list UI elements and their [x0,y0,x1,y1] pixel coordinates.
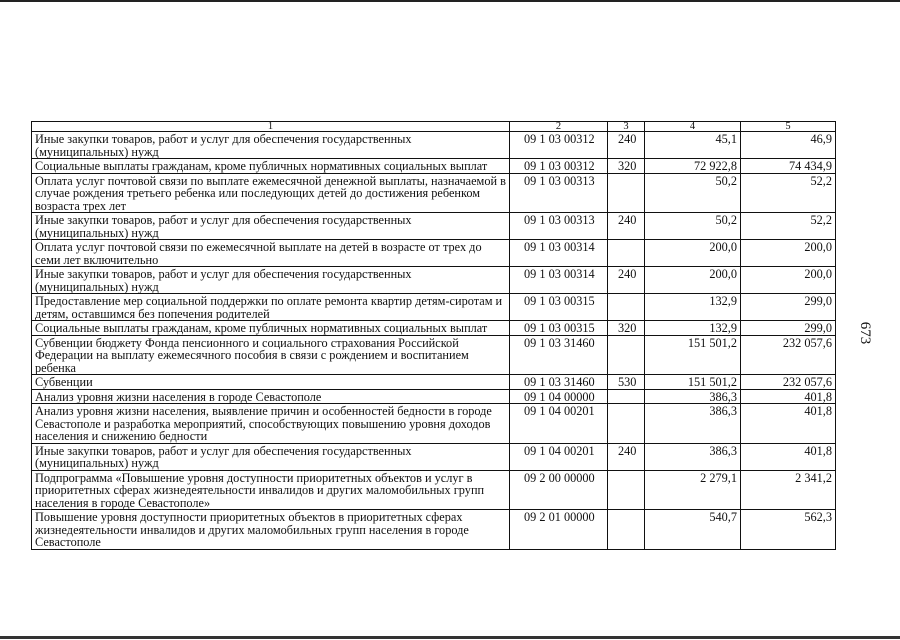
row-value-col5: 46,9 [741,132,836,159]
row-name: Иные закупки товаров, работ и услуг для обеспечения государственных (муниципальных) нужд [32,132,510,159]
row-name: Анализ уровня жизни населения в городе Севастополе [32,389,510,404]
row-value-col5: 52,2 [741,213,836,240]
row-code: 09 1 03 31460 [510,375,608,390]
row-value-col5: 52,2 [741,173,836,213]
row-value-col4: 540,7 [645,510,741,550]
row-name: Социальные выплаты гражданам, кроме публичных нормативных социальных выплат [32,159,510,174]
row-value-col5: 401,8 [741,443,836,470]
header-col-1: 1 [32,122,510,132]
row-type: 320 [608,159,645,174]
row-value-col5: 200,0 [741,267,836,294]
row-code: 09 1 04 00201 [510,404,608,444]
row-name: Оплата услуг почтовой связи по выплате ежемесячной денежной выплаты, назначаемой в случае рождения третьего ребенка или последующих детей до достижения ребенком возраста трех лет [32,173,510,213]
row-value-col4: 151 501,2 [645,375,741,390]
row-value-col5: 74 434,9 [741,159,836,174]
row-type [608,240,645,267]
row-value-col4: 132,9 [645,294,741,321]
budget-table [31,121,836,550]
page-number: 673 [857,321,873,345]
row-type [608,294,645,321]
row-code: 09 1 03 00313 [510,173,608,213]
row-type: 320 [608,321,645,336]
table-row [32,443,836,470]
row-code: 09 1 04 00201 [510,443,608,470]
row-value-col4: 72 922,8 [645,159,741,174]
row-value-col5: 401,8 [741,404,836,444]
header-col-5: 5 [741,122,836,132]
table-row [32,159,836,174]
row-type [608,173,645,213]
row-value-col4: 386,3 [645,404,741,444]
header-col-3: 3 [608,122,645,132]
header-col-2: 2 [510,122,608,132]
row-type [608,389,645,404]
table-row [32,375,836,390]
row-code: 09 1 03 00314 [510,267,608,294]
row-value-col4: 50,2 [645,213,741,240]
row-value-col5: 299,0 [741,294,836,321]
row-value-col5: 299,0 [741,321,836,336]
table-row [32,510,836,550]
row-name: Оплата услуг почтовой связи по ежемесячной выплате на детей в возрасте от трех до семи лет включительно [32,240,510,267]
row-value-col4: 200,0 [645,240,741,267]
row-type [608,404,645,444]
row-name: Повышение уровня доступности приоритетных объектов в приоритетных сферах жизнедеятельности инвалидов и других маломобильных групп населения в городе Севастополе [32,510,510,550]
row-value-col4: 200,0 [645,267,741,294]
row-value-col4: 151 501,2 [645,335,741,375]
row-value-col4: 386,3 [645,443,741,470]
row-code: 09 1 03 00315 [510,321,608,336]
table-row [32,213,836,240]
page-edge-bottom [0,636,900,639]
row-type: 240 [608,443,645,470]
row-type [608,470,645,510]
row-type: 240 [608,132,645,159]
row-code: 09 2 00 00000 [510,470,608,510]
row-code: 09 1 03 00312 [510,159,608,174]
row-value-col4: 45,1 [645,132,741,159]
table-row [32,294,836,321]
row-type [608,335,645,375]
row-value-col4: 132,9 [645,321,741,336]
row-name: Иные закупки товаров, работ и услуг для обеспечения государственных (муниципальных) нужд [32,213,510,240]
row-code: 09 1 03 00312 [510,132,608,159]
row-name: Субвенции бюджету Фонда пенсионного и социального страхования Российской Федерации на выплату ежемесячного пособия в связи с рождением и воспитанием ребенка [32,335,510,375]
row-code: 09 1 03 31460 [510,335,608,375]
row-name: Предоставление мер социальной поддержки по оплате ремонта квартир детям-сиротам и детям, оставшимся без попечения родителей [32,294,510,321]
row-code: 09 1 03 00314 [510,240,608,267]
row-value-col5: 232 057,6 [741,375,836,390]
row-name: Социальные выплаты гражданам, кроме публичных нормативных социальных выплат [32,321,510,336]
header-col-4: 4 [645,122,741,132]
row-code: 09 1 04 00000 [510,389,608,404]
row-code: 09 1 03 00315 [510,294,608,321]
table-row [32,389,836,404]
table-row [32,404,836,444]
row-value-col5: 562,3 [741,510,836,550]
table-row [32,240,836,267]
row-value-col5: 401,8 [741,389,836,404]
table-row [32,321,836,336]
table-row [32,132,836,159]
row-value-col5: 200,0 [741,240,836,267]
row-type: 240 [608,267,645,294]
table-row [32,267,836,294]
header-row [32,122,836,132]
row-value-col4: 2 279,1 [645,470,741,510]
row-value-col5: 2 341,2 [741,470,836,510]
row-name: Анализ уровня жизни населения, выявление причин и особенностей бедности в городе Севастополе и разработка мероприятий, способствующих повышению уровня доходов населения и снижению бедности [32,404,510,444]
table-row [32,470,836,510]
row-type [608,510,645,550]
row-type: 240 [608,213,645,240]
row-value-col4: 50,2 [645,173,741,213]
row-value-col5: 232 057,6 [741,335,836,375]
row-name: Субвенции [32,375,510,390]
row-name: Подпрограмма «Повышение уровня доступности приоритетных объектов и услуг в приоритетных сферах жизнедеятельности инвалидов и других маломобильных групп населения в городе Севастополе» [32,470,510,510]
row-type: 530 [608,375,645,390]
row-name: Иные закупки товаров, работ и услуг для обеспечения государственных (муниципальных) нужд [32,443,510,470]
page-edge-top [0,0,900,2]
table-row [32,335,836,375]
row-name: Иные закупки товаров, работ и услуг для обеспечения государственных (муниципальных) нужд [32,267,510,294]
row-value-col4: 386,3 [645,389,741,404]
table-row [32,173,836,213]
row-code: 09 1 03 00313 [510,213,608,240]
row-code: 09 2 01 00000 [510,510,608,550]
